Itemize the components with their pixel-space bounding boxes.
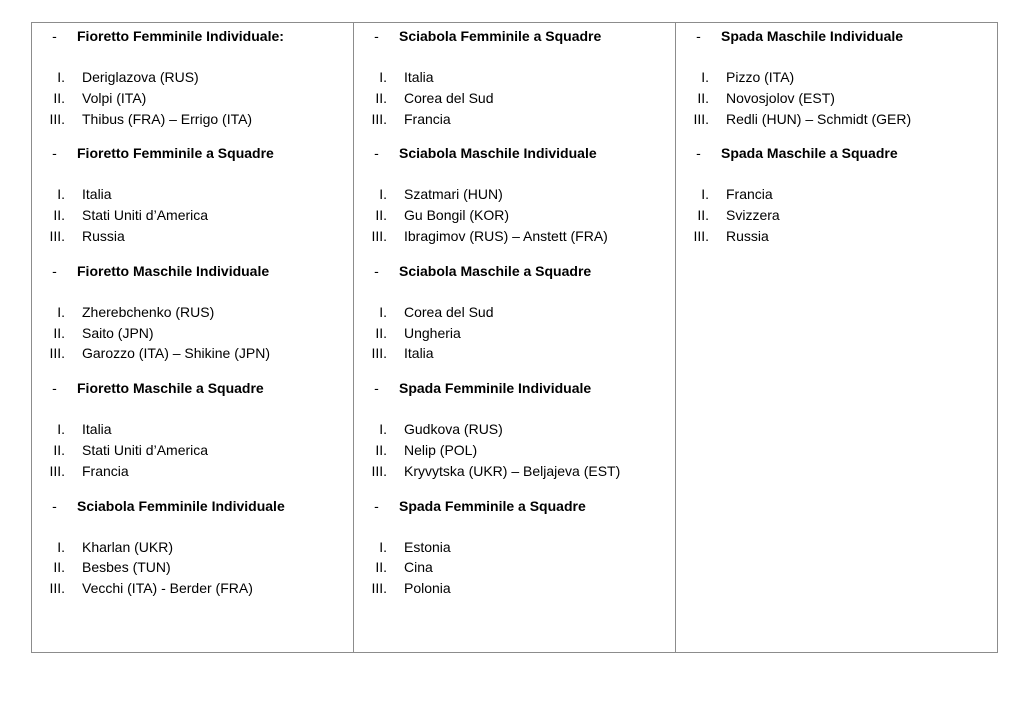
event-title-text: Sciabola Femminile a Squadre xyxy=(399,28,602,44)
event-title xyxy=(32,143,353,163)
placing-name: Redli (HUN) – Schmidt (GER) xyxy=(726,110,912,127)
placings-list xyxy=(32,419,353,481)
placing-name: Ungheria xyxy=(404,324,461,341)
placing-row xyxy=(676,88,997,109)
event-section xyxy=(676,26,997,129)
placing-name: Russia xyxy=(82,227,125,244)
event-title xyxy=(354,26,675,46)
event-title xyxy=(676,26,997,46)
rank-numeral: III. xyxy=(693,110,709,127)
placing-row xyxy=(354,343,675,364)
rank-numeral: III. xyxy=(49,110,65,127)
placing-row xyxy=(354,88,675,109)
placing-row xyxy=(354,578,675,599)
rank-numeral: III. xyxy=(371,345,387,362)
placing-row xyxy=(32,302,353,323)
rank-numeral: II. xyxy=(375,559,387,576)
placing-name: Francia xyxy=(82,462,129,479)
event-title-text: Fioretto Femminile a Squadre xyxy=(77,145,274,162)
rank-numeral: I. xyxy=(379,421,387,438)
placing-row xyxy=(32,184,353,205)
event-title xyxy=(32,378,353,398)
rank-numeral: I. xyxy=(57,538,65,555)
placing-name: Corea del Sud xyxy=(404,303,494,320)
placing-row xyxy=(676,184,997,205)
dash-bullet: - xyxy=(52,497,57,514)
event-title-text: Sciabola Maschile a Squadre xyxy=(399,262,592,279)
placing-name: Italia xyxy=(404,345,434,362)
placing-row xyxy=(354,67,675,88)
placing-row xyxy=(32,578,353,599)
placing-name: Polonia xyxy=(404,580,451,597)
dash-bullet: - xyxy=(374,28,379,44)
placings-list xyxy=(354,67,675,129)
event-title xyxy=(354,496,675,516)
placing-name: Francia xyxy=(726,186,773,203)
placing-name: Kryvytska (UKR) – Beljajeva (EST) xyxy=(404,462,621,479)
rank-numeral: II. xyxy=(53,324,65,341)
placing-row xyxy=(354,537,675,558)
placing-name: Novosjolov (EST) xyxy=(726,89,835,106)
placing-name: Italia xyxy=(82,186,112,203)
placing-row xyxy=(32,461,353,482)
event-section xyxy=(32,496,353,599)
rank-numeral: I. xyxy=(57,69,65,85)
placing-row xyxy=(32,88,353,109)
dash-bullet: - xyxy=(696,28,701,44)
placing-row xyxy=(32,205,353,226)
rank-numeral: I. xyxy=(379,186,387,203)
rank-numeral: II. xyxy=(697,89,709,106)
placing-name: Szatmari (HUN) xyxy=(404,186,503,203)
placings-list xyxy=(676,67,997,129)
placing-row xyxy=(32,67,353,88)
event-section xyxy=(32,143,353,246)
event-title xyxy=(354,378,675,398)
placing-name: Ibragimov (RUS) – Anstett (FRA) xyxy=(404,227,608,244)
placing-row xyxy=(354,461,675,482)
placing-name: Deriglazova (RUS) xyxy=(82,69,199,85)
event-section xyxy=(32,26,353,129)
results-column-2 xyxy=(353,23,675,652)
placing-name: Nelip (POL) xyxy=(404,441,478,458)
placing-name: Vecchi (ITA) - Berder (FRA) xyxy=(82,580,253,597)
rank-numeral: II. xyxy=(53,207,65,224)
placing-name: Thibus (FRA) – Errigo (ITA) xyxy=(82,110,253,127)
dash-bullet: - xyxy=(374,262,379,279)
rank-numeral: I. xyxy=(57,421,65,438)
placing-row xyxy=(354,557,675,578)
placing-row xyxy=(676,226,997,247)
placing-name: Italia xyxy=(404,69,434,85)
dash-bullet: - xyxy=(696,145,701,162)
placings-list xyxy=(32,67,353,129)
rank-numeral: III. xyxy=(371,580,387,597)
rank-numeral: III. xyxy=(371,227,387,244)
rank-numeral: I. xyxy=(701,186,709,203)
rank-numeral: II. xyxy=(375,89,387,106)
placing-name: Saito (JPN) xyxy=(82,324,154,341)
placing-row xyxy=(354,205,675,226)
rank-numeral: II. xyxy=(375,441,387,458)
placing-name: Cina xyxy=(404,559,433,576)
event-section xyxy=(354,378,675,481)
event-title xyxy=(676,143,997,163)
dash-bullet: - xyxy=(52,28,57,44)
placing-name: Svizzera xyxy=(726,207,780,224)
dash-bullet: - xyxy=(52,145,57,162)
event-section xyxy=(354,261,675,364)
rank-numeral: I. xyxy=(379,538,387,555)
event-title-text: Spada Femminile a Squadre xyxy=(399,497,586,514)
placing-row xyxy=(676,205,997,226)
placings-list xyxy=(32,537,353,599)
dash-bullet: - xyxy=(374,380,379,397)
event-title-text: Fioretto Femminile Individuale: xyxy=(77,28,284,44)
placings-list xyxy=(354,184,675,246)
event-title-text: Sciabola Maschile Individuale xyxy=(399,145,597,162)
placing-name: Kharlan (UKR) xyxy=(82,538,174,555)
event-section xyxy=(32,261,353,364)
event-title-text: Fioretto Maschile Individuale xyxy=(77,262,270,279)
rank-numeral: III. xyxy=(49,227,65,244)
placing-row xyxy=(354,302,675,323)
placing-row xyxy=(32,323,353,344)
placing-row xyxy=(354,184,675,205)
rank-numeral: III. xyxy=(49,580,65,597)
event-title xyxy=(354,261,675,281)
event-title-text: Fioretto Maschile a Squadre xyxy=(77,380,264,397)
rank-numeral: I. xyxy=(57,186,65,203)
placing-row xyxy=(676,67,997,88)
rank-numeral: II. xyxy=(53,441,65,458)
placing-row xyxy=(354,419,675,440)
placing-row xyxy=(354,440,675,461)
rank-numeral: III. xyxy=(49,345,65,362)
placing-row xyxy=(32,109,353,130)
event-title xyxy=(32,261,353,281)
placings-list xyxy=(354,302,675,364)
rank-numeral: II. xyxy=(375,324,387,341)
placing-name: Estonia xyxy=(404,538,451,555)
event-title xyxy=(32,26,353,46)
rank-numeral: III. xyxy=(371,110,387,127)
event-title-text: Spada Maschile a Squadre xyxy=(721,145,898,162)
rank-numeral: II. xyxy=(375,207,387,224)
placing-row xyxy=(676,109,997,130)
placing-name: Zherebchenko (RUS) xyxy=(82,303,215,320)
placings-list xyxy=(32,302,353,364)
event-section xyxy=(32,378,353,481)
event-section xyxy=(354,143,675,246)
results-column-1 xyxy=(32,23,353,652)
event-section xyxy=(676,143,997,246)
placing-name: Pizzo (ITA) xyxy=(726,69,795,85)
dash-bullet: - xyxy=(52,380,57,397)
placing-name: Francia xyxy=(404,110,451,127)
rank-numeral: II. xyxy=(53,89,65,106)
placing-name: Russia xyxy=(726,227,769,244)
dash-bullet: - xyxy=(52,262,57,279)
placing-row xyxy=(32,226,353,247)
dash-bullet: - xyxy=(374,497,379,514)
placing-name: Gudkova (RUS) xyxy=(404,421,503,438)
event-title xyxy=(354,143,675,163)
placings-list xyxy=(676,184,997,246)
rank-numeral: I. xyxy=(701,69,709,85)
event-title xyxy=(32,496,353,516)
rank-numeral: I. xyxy=(379,69,387,85)
results-table xyxy=(31,22,998,653)
rank-numeral: III. xyxy=(49,462,65,479)
rank-numeral: II. xyxy=(697,207,709,224)
rank-numeral: III. xyxy=(371,462,387,479)
placing-row xyxy=(32,557,353,578)
event-section xyxy=(354,496,675,599)
placings-list xyxy=(354,419,675,481)
rank-numeral: I. xyxy=(57,303,65,320)
placing-row xyxy=(32,343,353,364)
placing-name: Gu Bongil (KOR) xyxy=(404,207,510,224)
placing-row xyxy=(354,323,675,344)
event-title-text: Spada Femminile Individuale xyxy=(399,380,592,397)
placing-name: Corea del Sud xyxy=(404,89,494,106)
placing-row xyxy=(32,440,353,461)
placing-row xyxy=(32,419,353,440)
placing-name: Volpi (ITA) xyxy=(82,89,147,106)
placing-row xyxy=(354,109,675,130)
placing-name: Stati Uniti d’America xyxy=(82,441,209,458)
placings-list xyxy=(32,184,353,246)
results-column-3 xyxy=(675,23,997,652)
placing-name: Garozzo (ITA) – Shikine (JPN) xyxy=(82,345,271,362)
dash-bullet: - xyxy=(374,145,379,162)
placing-row xyxy=(32,537,353,558)
event-title-text: Spada Maschile Individuale xyxy=(721,28,904,44)
event-section xyxy=(354,26,675,129)
placing-name: Italia xyxy=(82,421,112,438)
rank-numeral: III. xyxy=(693,227,709,244)
placing-name: Stati Uniti d’America xyxy=(82,207,209,224)
rank-numeral: I. xyxy=(379,303,387,320)
rank-numeral: II. xyxy=(53,559,65,576)
placing-row xyxy=(354,226,675,247)
event-title-text: Sciabola Femminile Individuale xyxy=(77,497,285,514)
placings-list xyxy=(354,537,675,599)
placing-name: Besbes (TUN) xyxy=(82,559,171,576)
